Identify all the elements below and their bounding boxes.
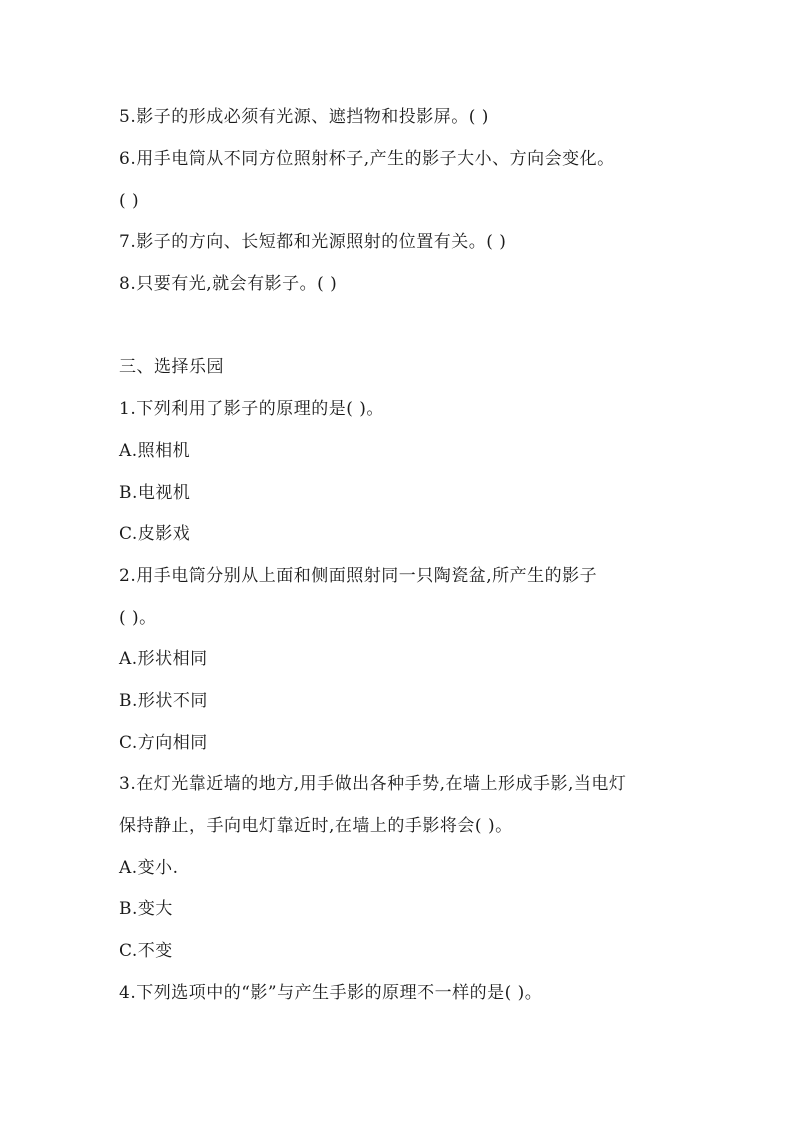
choice-2-option-b: B.形状不同 xyxy=(119,691,208,711)
question-8: 8.只要有光,就会有影子。( ) xyxy=(119,274,338,294)
question-7: 7.影子的方向、长短都和光源照射的位置有关。( ) xyxy=(119,232,507,252)
choice-question-3-continued: 保持静止，手向电灯靠近时,在墙上的手影将会( )。 xyxy=(119,816,513,836)
choice-1-option-a: A.照相机 xyxy=(119,441,191,461)
section-title: 三、选择乐园 xyxy=(119,357,224,377)
choice-1-option-b: B.电视机 xyxy=(119,483,191,503)
choice-3-option-c: C.不变 xyxy=(119,941,173,961)
choice-question-2-blank: ( )。 xyxy=(119,608,157,628)
question-5: 5.影子的形成必须有光源、遮挡物和投影屏。( ) xyxy=(119,107,489,127)
question-6: 6.用手电筒从不同方位照射杯子,产生的影子大小、方向会变化。 xyxy=(119,149,615,169)
choice-question-2: 2.用手电筒分别从上面和侧面照射同一只陶瓷盆,所产生的影子 xyxy=(119,566,598,586)
choice-question-3: 3.在灯光靠近墙的地方,用手做出各种手势,在墙上形成手影,当电灯 xyxy=(119,774,627,794)
choice-question-4: 4.下列选项中的“影”与产生手影的原理不一样的是( )。 xyxy=(119,983,543,1003)
choice-2-option-c: C.方向相同 xyxy=(119,733,208,753)
choice-1-option-c: C.皮影戏 xyxy=(119,524,191,544)
question-6-answer-blank: ( ) xyxy=(119,191,140,211)
choice-2-option-a: A.形状相同 xyxy=(119,649,208,669)
choice-question-1: 1.下列利用了影子的原理的是( )。 xyxy=(119,399,384,419)
choice-3-option-b: B.变大 xyxy=(119,899,173,919)
choice-3-option-a: A.变小. xyxy=(119,858,179,878)
